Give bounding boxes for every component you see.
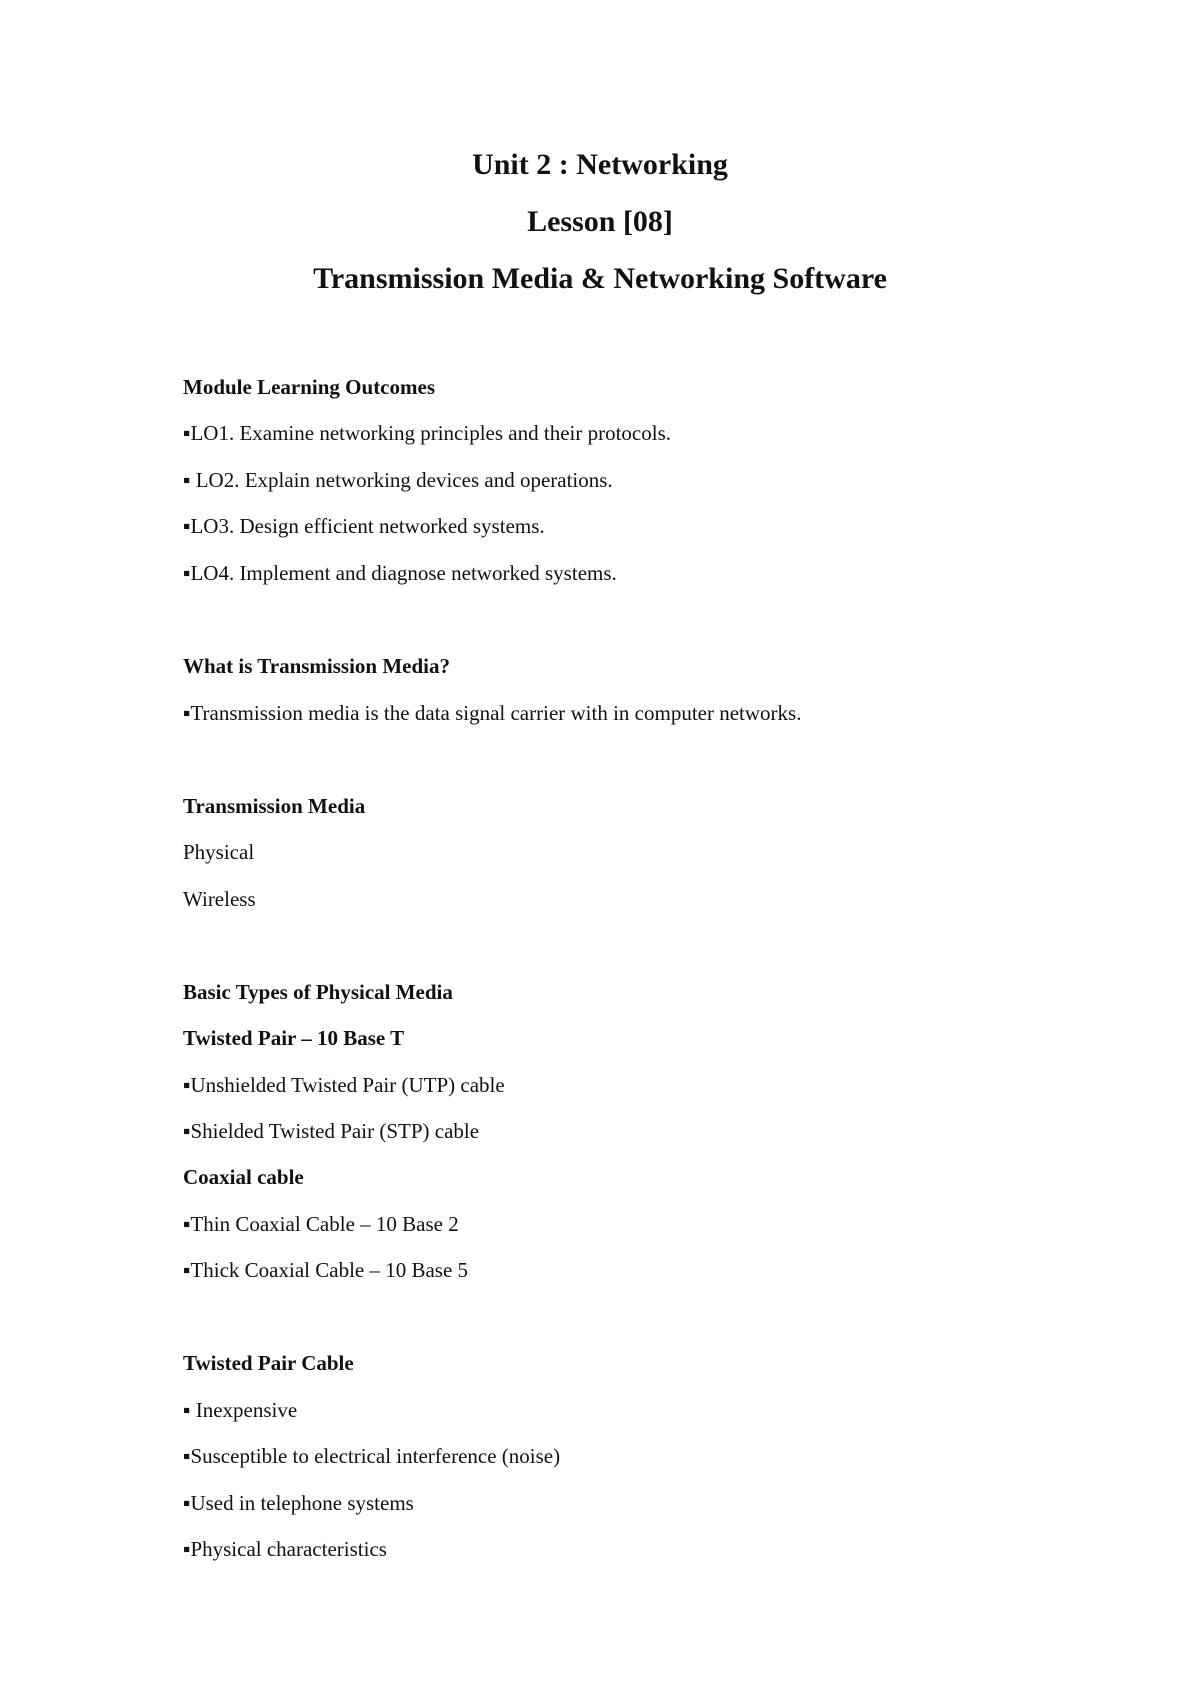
outcomes-heading: Module Learning Outcomes — [183, 375, 435, 399]
twisted-pair-cable-item: ▪Used in telephone systems — [183, 1491, 414, 1515]
physical-types-heading: Basic Types of Physical Media — [183, 980, 453, 1004]
coaxial-subheading: Coaxial cable — [183, 1165, 304, 1189]
twisted-pair-cable-heading: Twisted Pair Cable — [183, 1351, 354, 1375]
outcome-item: ▪LO4. Implement and diagnose networked systems. — [183, 561, 617, 585]
topic-title: Transmission Media & Networking Software — [313, 262, 887, 295]
media-item-wireless: Wireless — [183, 887, 256, 911]
media-item-physical: Physical — [183, 840, 255, 864]
what-is-heading: What is Transmission Media? — [183, 654, 451, 678]
outcome-item: ▪LO1. Examine networking principles and their protocols. — [183, 421, 671, 445]
twisted-pair-subheading: Twisted Pair – 10 Base T — [183, 1026, 405, 1050]
twisted-pair-cable-item: ▪Physical characteristics — [183, 1537, 387, 1561]
media-heading: Transmission Media — [183, 794, 366, 818]
twisted-pair-cable-item: ▪Susceptible to electrical interference (noise) — [183, 1444, 561, 1468]
unit-title: Unit 2 : Networking — [472, 148, 728, 181]
outcome-item: ▪ LO2. Explain networking devices and operations. — [183, 468, 613, 492]
twisted-pair-cable-item: ▪ Inexpensive — [183, 1398, 298, 1422]
coaxial-item: ▪Thin Coaxial Cable – 10 Base 2 — [183, 1212, 459, 1236]
twisted-pair-item: ▪Shielded Twisted Pair (STP) cable — [183, 1119, 480, 1143]
twisted-pair-item: ▪Unshielded Twisted Pair (UTP) cable — [183, 1073, 505, 1097]
lesson-title: Lesson [08] — [527, 205, 673, 238]
what-is-item: ▪Transmission media is the data signal carrier with in computer networks. — [183, 701, 802, 725]
coaxial-item: ▪Thick Coaxial Cable – 10 Base 5 — [183, 1258, 469, 1282]
outcome-item: ▪LO3. Design efficient networked systems. — [183, 514, 545, 538]
